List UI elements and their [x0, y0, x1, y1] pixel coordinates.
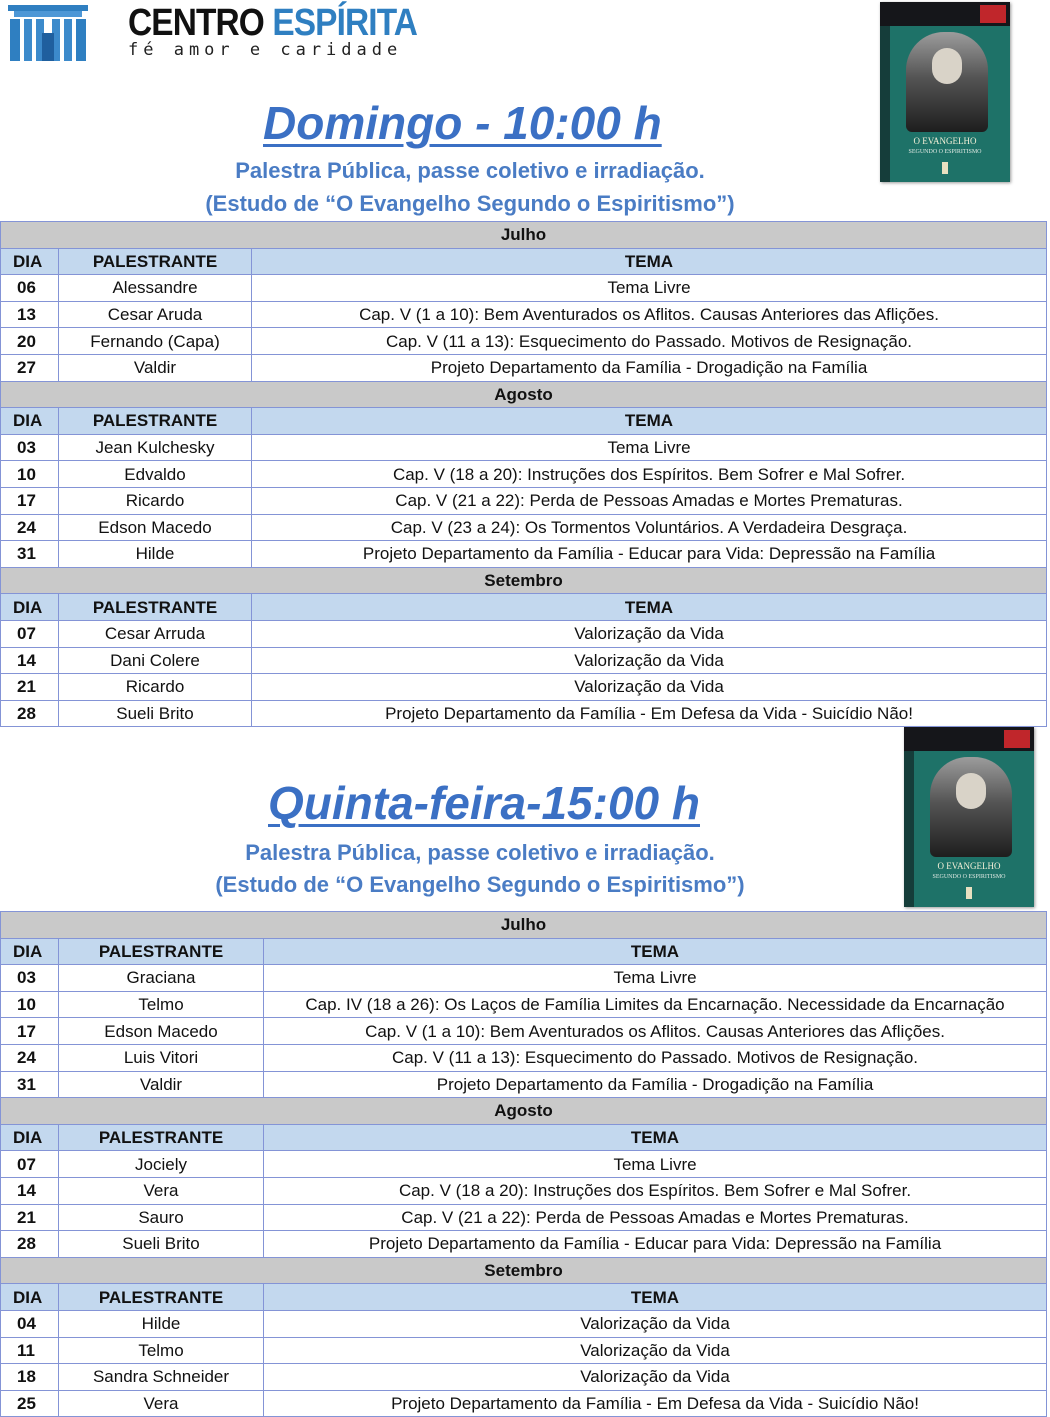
theme-cell: Projeto Departamento da Família - Educar para Vida: Depressão na Família [264, 1231, 1047, 1258]
theme-cell: Projeto Departamento da Família - Em Defesa da Vida - Suicídio Não! [264, 1390, 1047, 1417]
day-cell: 07 [1, 620, 59, 647]
speaker-cell: Valdir [59, 354, 252, 381]
speaker-cell: Sandra Schneider [59, 1364, 264, 1391]
theme-cell: Valorização da Vida [252, 674, 1047, 701]
section-subtitle-study: (Estudo de “O Evangelho Segundo o Espiritismo”) [205, 191, 735, 216]
brand-name [128, 2, 417, 44]
speaker-cell: Valdir [59, 1071, 264, 1098]
theme-cell: Projeto Departamento da Família - Educar para Vida: Depressão na Família [252, 541, 1047, 568]
speaker-cell: Vera [59, 1177, 264, 1204]
table-row [1, 965, 1047, 992]
table-row [1, 487, 1047, 514]
speaker-cell: Telmo [59, 991, 264, 1018]
month-name: Agosto [1, 381, 1047, 408]
table-row [1, 541, 1047, 568]
building-logo-icon [6, 3, 90, 63]
theme-cell: Valorização da Vida [264, 1310, 1047, 1337]
speaker-cell: Sueli Brito [59, 700, 252, 727]
day-cell: 31 [1, 1071, 59, 1098]
speaker-cell: Luis Vitori [59, 1044, 264, 1071]
day-cell: 25 [1, 1390, 59, 1417]
column-header-palestrante: PALESTRANTE [59, 938, 264, 965]
theme-cell: Cap. V (1 a 10): Bem Aventurados os Aflitos. Causas Anteriores das Aflições. [252, 301, 1047, 328]
day-cell: 10 [1, 461, 59, 488]
day-cell: 17 [1, 1018, 59, 1045]
schedule-table-quinta [0, 911, 1047, 1417]
month-name: Setembro [1, 567, 1047, 594]
brand-tagline: fé amor e caridade [128, 40, 403, 60]
table-row [1, 1310, 1047, 1337]
theme-cell: Cap. V (23 a 24): Os Tormentos Voluntários. A Verdadeira Desgraça. [252, 514, 1047, 541]
day-cell: 03 [1, 434, 59, 461]
theme-cell: Valorização da Vida [252, 620, 1047, 647]
column-header-palestrante: PALESTRANTE [59, 1284, 264, 1311]
column-header-palestrante: PALESTRANTE [59, 248, 252, 275]
theme-cell: Projeto Departamento da Família - Em Defesa da Vida - Suicídio Não! [252, 700, 1047, 727]
day-cell: 14 [1, 1177, 59, 1204]
book-red-tag [1004, 730, 1030, 748]
day-cell: 24 [1, 514, 59, 541]
column-header-dia: DIA [1, 594, 59, 621]
month-name: Julho [1, 912, 1047, 939]
day-cell: 03 [1, 965, 59, 992]
brand-block [128, 2, 456, 60]
day-cell: 13 [1, 301, 59, 328]
speaker-cell: Hilde [59, 1310, 264, 1337]
speaker-cell: Graciana [59, 965, 264, 992]
column-header-tema: TEMA [252, 594, 1047, 621]
speaker-cell: Vera [59, 1390, 264, 1417]
column-header-row [1, 1124, 1047, 1151]
table-row [1, 1151, 1047, 1178]
table-row [1, 354, 1047, 381]
day-cell: 18 [1, 1364, 59, 1391]
month-header-row [1, 222, 1047, 249]
table-row [1, 514, 1047, 541]
day-cell: 14 [1, 647, 59, 674]
month-header-row [1, 567, 1047, 594]
book-title: O EVANGELHO [913, 136, 977, 146]
theme-cell: Cap. V (18 a 20): Instruções dos Espíritos. Bem Sofrer e Mal Sofrer. [252, 461, 1047, 488]
month-name: Agosto [1, 1098, 1047, 1125]
day-cell: 27 [1, 354, 59, 381]
table-row [1, 1337, 1047, 1364]
month-name: Setembro [1, 1257, 1047, 1284]
theme-cell: Cap. V (21 a 22): Perda de Pessoas Amadas e Mortes Prematuras. [264, 1204, 1047, 1231]
day-cell: 06 [1, 275, 59, 302]
speaker-cell: Cesar Aruda [59, 301, 252, 328]
column-header-dia: DIA [1, 408, 59, 435]
theme-cell: Cap. IV (18 a 26): Os Laços de Família Limites da Encarnação. Necessidade da Encarnação [264, 991, 1047, 1018]
column-header-row [1, 1284, 1047, 1311]
speaker-cell: Hilde [59, 541, 252, 568]
section-title-quinta: Quinta-feira-15:00 h [268, 777, 700, 829]
column-header-dia: DIA [1, 1124, 59, 1151]
speaker-cell: Edson Macedo [59, 514, 252, 541]
column-header-palestrante: PALESTRANTE [59, 1124, 264, 1151]
day-cell: 10 [1, 991, 59, 1018]
theme-cell: Tema Livre [252, 275, 1047, 302]
column-header-palestrante: PALESTRANTE [59, 594, 252, 621]
speaker-cell: Dani Colere [59, 647, 252, 674]
column-header-tema: TEMA [252, 248, 1047, 275]
table-row [1, 461, 1047, 488]
table-row [1, 1364, 1047, 1391]
table-row [1, 301, 1047, 328]
theme-cell: Tema Livre [264, 1151, 1047, 1178]
speaker-cell: Alessandre [59, 275, 252, 302]
table-row [1, 328, 1047, 355]
theme-cell: Cap. V (11 a 13): Esquecimento do Passado. Motivos de Resignação. [252, 328, 1047, 355]
section-subtitle-study: (Estudo de “O Evangelho Segundo o Espiritismo”) [215, 872, 745, 897]
book-subtitle: SEGUNDO O ESPIRITISMO [908, 149, 982, 155]
schedule-table-domingo [0, 221, 1047, 727]
book-red-tag [980, 5, 1006, 23]
table-row [1, 1390, 1047, 1417]
table-row [1, 1204, 1047, 1231]
day-cell: 31 [1, 541, 59, 568]
speaker-cell: Jociely [59, 1151, 264, 1178]
month-header-row [1, 1257, 1047, 1284]
theme-cell: Projeto Departamento da Família - Drogadição na Família [264, 1071, 1047, 1098]
speaker-cell: Telmo [59, 1337, 264, 1364]
day-cell: 21 [1, 674, 59, 701]
table-row [1, 674, 1047, 701]
theme-cell: Tema Livre [264, 965, 1047, 992]
table-row [1, 434, 1047, 461]
table-row [1, 647, 1047, 674]
theme-cell: Cap. V (1 a 10): Bem Aventurados os Aflitos. Causas Anteriores das Aflições. [264, 1018, 1047, 1045]
month-header-row [1, 912, 1047, 939]
column-header-row [1, 938, 1047, 965]
speaker-cell: Sauro [59, 1204, 264, 1231]
column-header-tema: TEMA [264, 1284, 1047, 1311]
book-cover-image [880, 2, 1010, 182]
column-header-tema: TEMA [252, 408, 1047, 435]
month-header-row [1, 1098, 1047, 1125]
table-row [1, 700, 1047, 727]
day-cell: 28 [1, 1231, 59, 1258]
day-cell: 17 [1, 487, 59, 514]
section-subtitle: Palestra Pública, passe coletivo e irradiação. [235, 158, 705, 183]
table-row [1, 1177, 1047, 1204]
day-cell: 11 [1, 1337, 59, 1364]
column-header-palestrante: PALESTRANTE [59, 408, 252, 435]
theme-cell: Projeto Departamento da Família - Drogadição na Família [252, 354, 1047, 381]
theme-cell: Cap. V (21 a 22): Perda de Pessoas Amadas e Mortes Prematuras. [252, 487, 1047, 514]
speaker-cell: Edson Macedo [59, 1018, 264, 1045]
table-row [1, 1231, 1047, 1258]
theme-cell: Cap. V (18 a 20): Instruções dos Espíritos. Bem Sofrer e Mal Sofrer. [264, 1177, 1047, 1204]
column-header-dia: DIA [1, 1284, 59, 1311]
speaker-cell: Ricardo [59, 487, 252, 514]
table-row [1, 991, 1047, 1018]
column-header-tema: TEMA [264, 938, 1047, 965]
brand-word-centro: CENTRO [128, 2, 264, 44]
day-cell: 24 [1, 1044, 59, 1071]
column-header-dia: DIA [1, 248, 59, 275]
column-header-dia: DIA [1, 938, 59, 965]
day-cell: 04 [1, 1310, 59, 1337]
theme-cell: Valorização da Vida [264, 1364, 1047, 1391]
brand-word-espirita: ESPÍRITA [272, 2, 418, 44]
column-header-row [1, 594, 1047, 621]
table-row [1, 275, 1047, 302]
column-header-row [1, 248, 1047, 275]
day-cell: 07 [1, 1151, 59, 1178]
speaker-cell: Sueli Brito [59, 1231, 264, 1258]
book-title: O EVANGELHO [937, 861, 1001, 871]
speaker-cell: Edvaldo [59, 461, 252, 488]
table-row [1, 620, 1047, 647]
theme-cell: Tema Livre [252, 434, 1047, 461]
column-header-tema: TEMA [264, 1124, 1047, 1151]
theme-cell: Valorização da Vida [264, 1337, 1047, 1364]
day-cell: 28 [1, 700, 59, 727]
month-header-row [1, 381, 1047, 408]
section-subtitle: Palestra Pública, passe coletivo e irradiação. [245, 840, 715, 865]
speaker-cell: Jean Kulchesky [59, 434, 252, 461]
theme-cell: Cap. V (11 a 13): Esquecimento do Passado. Motivos de Resignação. [264, 1044, 1047, 1071]
month-name: Julho [1, 222, 1047, 249]
table-row [1, 1071, 1047, 1098]
day-cell: 21 [1, 1204, 59, 1231]
book-subtitle: SEGUNDO O ESPIRITISMO [932, 874, 1006, 880]
speaker-cell: Cesar Arruda [59, 620, 252, 647]
speaker-cell: Ricardo [59, 674, 252, 701]
table-row [1, 1044, 1047, 1071]
speaker-cell: Fernando (Capa) [59, 328, 252, 355]
section-title-domingo: Domingo - 10:00 h [263, 97, 662, 149]
theme-cell: Valorização da Vida [252, 647, 1047, 674]
table-row [1, 1018, 1047, 1045]
day-cell: 20 [1, 328, 59, 355]
column-header-row [1, 408, 1047, 435]
